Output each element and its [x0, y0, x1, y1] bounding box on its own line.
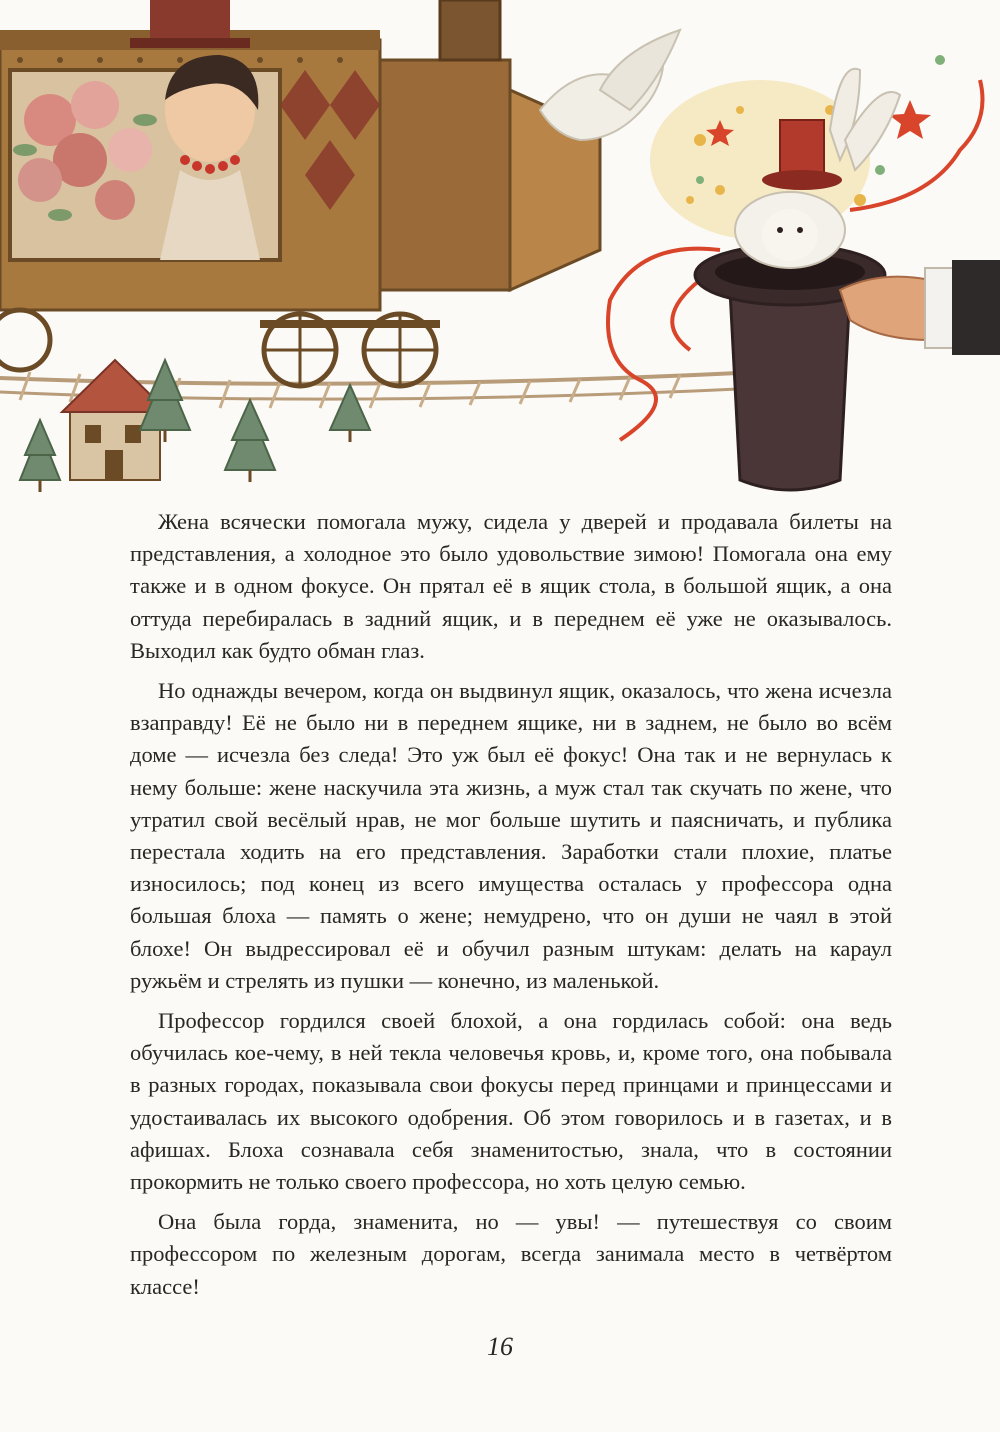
- page-number: 16: [487, 1332, 513, 1361]
- paragraph-2: Но однажды вечером, когда он выдвинул ящик, оказалось, что жена исчезла взаправду! Её не было ни в переднем ящике, ни в заднем, не было во всём доме — исчезла без следа! Это уж был её фокус! Она так и не вернулась к нему больше: жене наскучила эта жизнь, а муж стал так скучать по жене, что утратил свой весёлый нрав, не мог больше шутить и паясничать, и публика перестала ходить на его представления. Заработки стали плохие, платье износилось; под конец из всего имущества осталась у профессора одна большая блоха — память о жене; немудрено, что он души не чаял в этой блохе! Он выдрессировал её и обучил разным штукам: делать на караул ружьём и стрелять из пушки — конечно, из маленькой.: [130, 678, 892, 993]
- paragraph-3: Профессор гордился своей блохой, а она гордилась собой: она ведь обучилась кое-чему, в ней текла человечья кровь, и, кроме того, она побывала в разных городах, показывала свои фокусы перед принцами и принцессами и удостаивалась их высокого одобрения. Об этом говорилось и в газетах, и в афишах. Блоха сознавала себя знаменитостью, знала, что в состоянии прокормить не только своего профессора, но хоть целую семью.: [130, 1008, 892, 1195]
- train-and-magician-illustration: [0, 0, 1000, 500]
- paragraph-4: Она была горда, знаменита, но — увы! — путешествуя со своим профессором по железным дорогам, всегда занимала место в четвёртом классе!: [130, 1209, 892, 1299]
- paragraph-1: Жена всячески помогала мужу, сидела у дверей и продавала билеты на представления, а холодное это было удовольствие зимою! Помогала она ему также и в одном фокусе. Он прятал её в ящик стола, в большой ящик, а она оттуда перебиралась в задний ящик, и в переднем её уже не оказывалось. Выходил как будто обман глаз.: [130, 509, 892, 663]
- white-dove: [540, 30, 680, 140]
- story-text: [130, 506, 892, 1303]
- steam-train: [0, 0, 600, 386]
